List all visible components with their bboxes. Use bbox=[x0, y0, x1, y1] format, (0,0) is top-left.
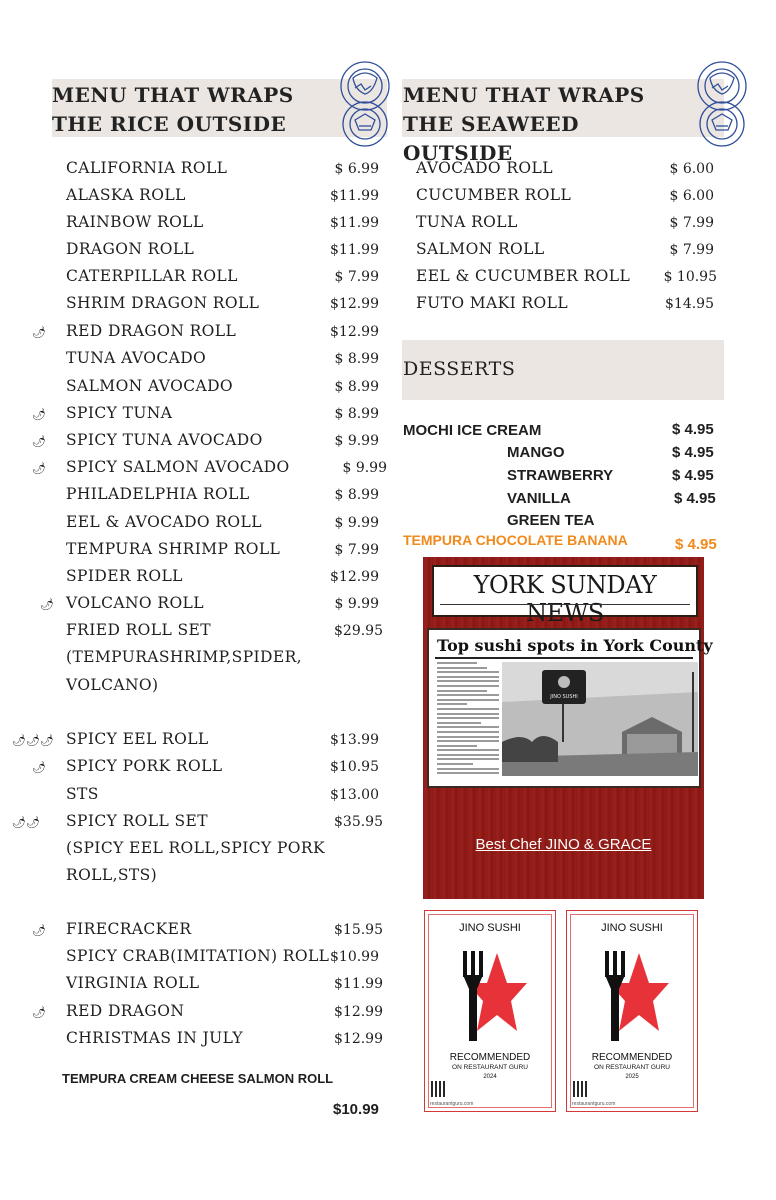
menu-item: FRIED ROLL SET bbox=[66, 621, 211, 639]
chili-pepper-icon: 🌶 bbox=[32, 1006, 46, 1019]
article-title: Top sushi spots in York County bbox=[437, 636, 713, 655]
menu-price: $11.99 bbox=[330, 215, 379, 231]
menu-item: PHILADELPHIA ROLL bbox=[66, 485, 250, 503]
menu-price: $ 9.99 bbox=[334, 596, 379, 612]
masthead-title: YORK SUNDAY NEWS bbox=[473, 571, 657, 627]
dessert-price: $ 4.95 bbox=[672, 444, 714, 461]
menu-item: SPICY TUNA bbox=[66, 404, 173, 422]
menu-price: $ 7.99 bbox=[669, 215, 714, 231]
badge-recommended: RECOMMENDED bbox=[591, 1052, 673, 1063]
badge-url: restaurantguru.com bbox=[572, 1101, 616, 1107]
chili-pepper-icon: 🌶🌶🌶 bbox=[12, 734, 54, 747]
menu-item: SPICY TUNA AVOCADO bbox=[66, 431, 263, 449]
menu-price: $12.99 bbox=[334, 1031, 383, 1047]
badge-on-restaurant-guru: ON RESTAURANT GURU bbox=[594, 1064, 670, 1071]
menu-price: $29.95 bbox=[334, 623, 383, 639]
menu-price: $ 9.99 bbox=[342, 460, 387, 476]
chili-pepper-icon: 🌶 bbox=[32, 326, 46, 339]
chili-pepper-icon: 🌶 bbox=[32, 924, 46, 937]
menu-price: $ 8.99 bbox=[334, 351, 379, 367]
badge-restaurant-name: JINO SUSHI bbox=[601, 922, 663, 934]
menu-item: FIRECRACKER bbox=[66, 920, 192, 938]
menu-price: $ 9.99 bbox=[334, 515, 379, 531]
article-rule bbox=[435, 657, 693, 659]
masthead-rule bbox=[440, 604, 690, 605]
dessert-item: MOCHI ICE CREAM bbox=[403, 422, 542, 439]
photo-sign-text: JINO SUSHI bbox=[550, 694, 578, 700]
menu-price: $11.99 bbox=[334, 976, 383, 992]
menu-price: $10.95 bbox=[330, 759, 379, 775]
menu-price: $35.95 bbox=[334, 814, 383, 830]
menu-item: SHRIM DRAGON ROLL bbox=[66, 294, 260, 312]
menu-item: VOLCANO ROLL bbox=[66, 594, 204, 612]
desserts-header-title: DESSERTS bbox=[403, 358, 516, 380]
restaurant-photo-image bbox=[502, 662, 698, 776]
menu-item: CATERPILLAR ROLL bbox=[66, 267, 238, 285]
menu-item: TUNA ROLL bbox=[416, 213, 518, 231]
dessert-price: $ 4.95 bbox=[674, 490, 716, 507]
newspaper-masthead bbox=[432, 565, 698, 627]
menu-price: $14.95 bbox=[665, 296, 714, 312]
menu-item: SPICY ROLL SET bbox=[66, 812, 208, 830]
menu-item: RED DRAGON bbox=[66, 1002, 185, 1020]
menu-item: RED DRAGON ROLL bbox=[66, 322, 237, 340]
menu-item: ALASKA ROLL bbox=[66, 186, 186, 204]
menu-item: TEMPURA SHRIMP ROLL bbox=[66, 540, 281, 558]
menu-item-note: (TEMPURASHRIMP,SPIDER, bbox=[66, 648, 302, 666]
menu-price: $15.95 bbox=[334, 922, 383, 938]
restaurant-guru-badge-2024 bbox=[424, 910, 556, 1112]
dessert-flavor: GREEN TEA bbox=[507, 512, 595, 529]
menu-item: SALMON AVOCADO bbox=[66, 377, 234, 395]
badge-year: 2025 bbox=[625, 1074, 639, 1080]
chili-pepper-icon: 🌶 bbox=[32, 761, 46, 774]
qr-code-icon bbox=[431, 1081, 447, 1097]
menu-item: EEL & AVOCADO ROLL bbox=[66, 513, 262, 531]
left-header-title: MENU THAT WRAPS THE RICE OUTSIDE bbox=[52, 83, 294, 136]
menu-item: SPIDER ROLL bbox=[66, 567, 183, 585]
menu-item: SPICY PORK ROLL bbox=[66, 757, 223, 775]
dessert-flavor: VANILLA bbox=[507, 490, 571, 507]
menu-price: $13.99 bbox=[330, 732, 379, 748]
restaurant-photo bbox=[502, 662, 698, 776]
menu-item: FUTO MAKI ROLL bbox=[416, 294, 569, 312]
chili-pepper-icon: 🌶 bbox=[40, 598, 54, 611]
menu-price: $11.99 bbox=[330, 188, 379, 204]
dessert-flavor: MANGO bbox=[507, 444, 565, 461]
menu-price: $ 9.99 bbox=[334, 433, 379, 449]
dessert-price: $ 4.95 bbox=[672, 467, 714, 484]
tempura-cream-cheese-item: TEMPURA CREAM CHEESE SALMON ROLL bbox=[62, 1071, 334, 1086]
tempura-banana-price: $ 4.95 bbox=[675, 536, 717, 553]
qr-code-icon bbox=[573, 1081, 589, 1097]
menu-price: $ 8.99 bbox=[334, 487, 379, 503]
menu-item-note: (SPICY EEL ROLL,SPICY PORK bbox=[66, 839, 325, 857]
menu-price: $ 8.99 bbox=[334, 379, 379, 395]
menu-item-note: ROLL,STS) bbox=[66, 866, 158, 884]
dessert-price: $ 4.95 bbox=[672, 421, 714, 438]
badge-year: 2024 bbox=[483, 1074, 497, 1080]
menu-price: $10.99 bbox=[330, 949, 379, 965]
menu-item: DRAGON ROLL bbox=[66, 240, 195, 258]
menu-price: $ 7.99 bbox=[334, 269, 379, 285]
menu-price: $ 7.99 bbox=[669, 242, 714, 258]
chili-pepper-icon: 🌶 bbox=[32, 435, 46, 448]
chili-pepper-icon: 🌶🌶 bbox=[12, 816, 40, 829]
menu-price: $12.99 bbox=[330, 569, 379, 585]
menu-price: $ 6.00 bbox=[669, 161, 714, 177]
menu-item: SALMON ROLL bbox=[416, 240, 545, 258]
menu-item: CHRISTMAS IN JULY bbox=[66, 1029, 243, 1047]
menu-item: AVOCADO ROLL bbox=[416, 159, 553, 177]
badge-url: restaurantguru.com bbox=[430, 1101, 474, 1107]
tempura-banana-item: TEMPURA CHOCOLATE BANANA bbox=[403, 532, 628, 548]
menu-price: $ 10.95 bbox=[663, 269, 717, 285]
menu-price: $12.99 bbox=[334, 1004, 383, 1020]
restaurant-guru-star-icon bbox=[455, 945, 529, 1045]
restaurant-guru-star-icon bbox=[597, 945, 671, 1045]
chili-pepper-icon: 🌶 bbox=[32, 408, 46, 421]
menu-price: $ 7.99 bbox=[334, 542, 379, 558]
menu-item: CALIFORNIA ROLL bbox=[66, 159, 228, 177]
menu-price: $ 6.00 bbox=[669, 188, 714, 204]
menu-price: $12.99 bbox=[330, 324, 379, 340]
article-text bbox=[437, 662, 499, 777]
badge-recommended: RECOMMENDED bbox=[449, 1052, 531, 1063]
menu-price: $13.00 bbox=[330, 787, 379, 803]
tempura-cream-cheese-price: $10.99 bbox=[333, 1101, 379, 1118]
badge-on-restaurant-guru: ON RESTAURANT GURU bbox=[452, 1064, 528, 1071]
menu-price: $12.99 bbox=[330, 296, 379, 312]
menu-item: CUCUMBER ROLL bbox=[416, 186, 572, 204]
menu-item: TUNA AVOCADO bbox=[66, 349, 207, 367]
menu-price: $11.99 bbox=[330, 242, 379, 258]
chili-pepper-icon: 🌶 bbox=[32, 462, 46, 475]
menu-item: VIRGINIA ROLL bbox=[66, 974, 200, 992]
sushi-roll-icon bbox=[333, 60, 397, 150]
menu-item: RAINBOW ROLL bbox=[66, 213, 204, 231]
restaurant-guru-badge-2025 bbox=[566, 910, 698, 1112]
menu-item: STS bbox=[66, 785, 99, 803]
menu-price: $ 8.99 bbox=[334, 406, 379, 422]
sushi-roll-icon bbox=[690, 60, 754, 150]
menu-item: EEL & CUCUMBER ROLL bbox=[416, 267, 631, 285]
news-article bbox=[427, 628, 713, 788]
menu-price: $ 6.99 bbox=[334, 161, 379, 177]
menu-item-note: VOLCANO) bbox=[66, 676, 159, 694]
dessert-flavor: STRAWBERRY bbox=[507, 467, 614, 484]
best-chef-link[interactable]: Best Chef JINO & GRACE bbox=[475, 836, 652, 853]
menu-item: SPICY SALMON AVOCADO bbox=[66, 458, 290, 476]
right-header-title: MENU THAT WRAPS THE SEAWEED OUTSIDE bbox=[403, 83, 645, 165]
badge-restaurant-name: JINO SUSHI bbox=[459, 922, 521, 934]
menu-item: SPICY EEL ROLL bbox=[66, 730, 209, 748]
menu-item: SPICY CRAB(IMITATION) ROLL bbox=[66, 947, 330, 965]
